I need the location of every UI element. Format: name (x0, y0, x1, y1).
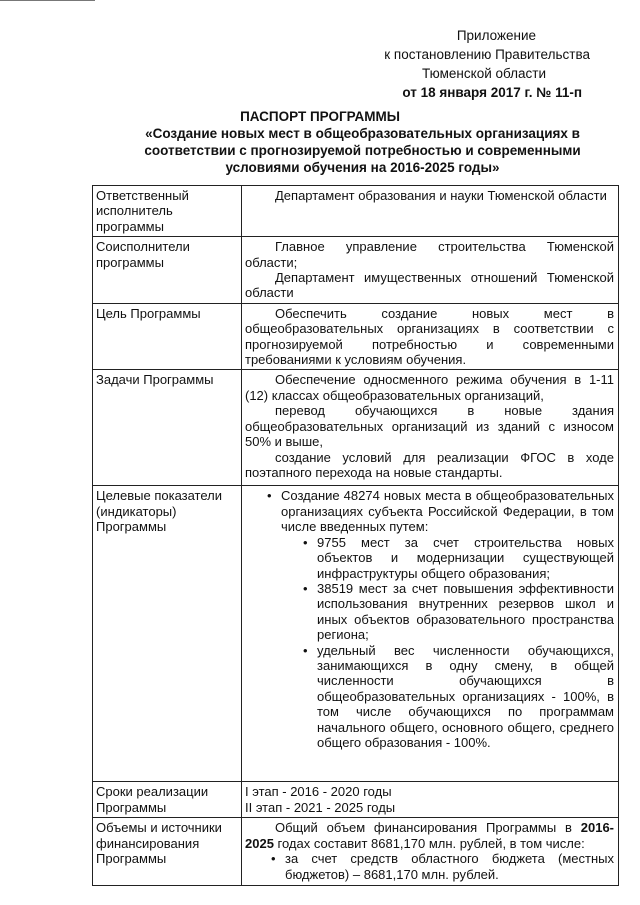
funding-period: 2016-2025 (245, 820, 614, 851)
row-content (242, 186, 619, 237)
responsible-text: Департамент образования и науки Тюменской области (275, 188, 607, 203)
row-content (242, 782, 619, 818)
funding-total (245, 820, 614, 851)
funding-source: • за счет средств областного бюджета (местных бюджетов) – 8681,170 млн. рублей. (245, 851, 614, 882)
row-content (242, 486, 619, 782)
row-label: Цель Программы (93, 303, 242, 370)
indicator-main: • Создание 48274 новых места в общеобразовательных организациях субъекта Российской Федерации, в том числе введенных путем: (245, 488, 614, 534)
appendix-line-2: к постановлению Правительства (384, 47, 590, 62)
appendix-line-3: Тюменской области (422, 66, 546, 81)
coexecutor-1: Главное управление строительства Тюменской области; (245, 239, 614, 270)
indicators-sublist (245, 535, 614, 751)
row-content (242, 237, 619, 304)
document-title: ПАСПОРТ ПРОГРАММЫ (240, 109, 400, 124)
task-1: Обеспечение односменного режима обучения в 1-11 (12) классах общеобразовательных организаций, (245, 372, 614, 403)
table-row-terms (93, 782, 619, 818)
indicator-sub-3: • удельный вес численности обучающихся, занимающихся в одну смену, в общей численности обучающихся в общеобразовательных организациях - 100%, в том числе обучающихся по программам начального общего, основного общего, среднего общего образования - 100%. (245, 643, 614, 751)
appendix-date-number: от 18 января 2017 г. № 11-п (402, 85, 582, 100)
program-name: «Создание новых мест в общеобразовательных организациях в соответствии с прогнозируемой потребностью и современными условиями обучения на 2016-2025 годы» (144, 126, 581, 175)
row-label: Ответственный исполнитель программы (93, 186, 242, 237)
row-label: Целевые показатели (индикаторы) Программы (93, 486, 242, 782)
table-row-indicators (93, 486, 619, 782)
table-row-coexecutors (93, 237, 619, 304)
indicators-list (245, 488, 614, 534)
stage-2: II этап - 2021 - 2025 годы (245, 799, 396, 815)
stage-1: I этап - 2016 - 2020 годы (245, 784, 392, 800)
funding-total-end: годах составит 8681,170 млн. рублей, в том числе: (273, 835, 585, 851)
coexecutor-2: Департамент имущественных отношений Тюменской области (245, 270, 614, 301)
row-label: Соисполнители программы (93, 237, 242, 304)
row-content (242, 303, 619, 370)
goal-text: Обеспечить создание новых мест в общеобразовательных организациях в соответствии с прогнозируемой потребностью и современными требованиями к условиям обучения. (245, 305, 614, 368)
appendix-line-1: Приложение (456, 28, 536, 43)
indicator-sub-2: • 38519 мест за счет повышения эффективности использования внутренних резервов школ и иных объектов образовательного пространства региона; (245, 581, 614, 643)
table-row-goal (93, 303, 619, 370)
funding-total-start: Общий объем финансирования Программы в (275, 820, 581, 836)
row-label: Задачи Программы (93, 370, 242, 486)
appendix-header (300, 26, 590, 102)
table-row-funding (93, 818, 619, 886)
funding-list (245, 851, 614, 882)
row-label: Сроки реализации Программы (93, 782, 242, 818)
table-row-responsible (93, 186, 619, 237)
table-row-tasks (93, 370, 619, 486)
indicator-sub-1: • 9755 мест за счет строительства новых объектов и модернизации существующей инфраструктуры общего образования; (245, 535, 614, 581)
task-3: создание условий для реализации ФГОС в ходе поэтапного перехода на новые стандарты. (245, 449, 614, 480)
row-content (242, 818, 619, 886)
passport-table (92, 185, 619, 886)
row-label: Объемы и источники финансирования Программы (93, 818, 242, 886)
scan-edge-mark (0, 0, 95, 1)
row-content (242, 370, 619, 486)
task-2: перевод обучающихся в новые здания общеобразовательных организаций из зданий с износом 50% и выше, (245, 403, 614, 450)
